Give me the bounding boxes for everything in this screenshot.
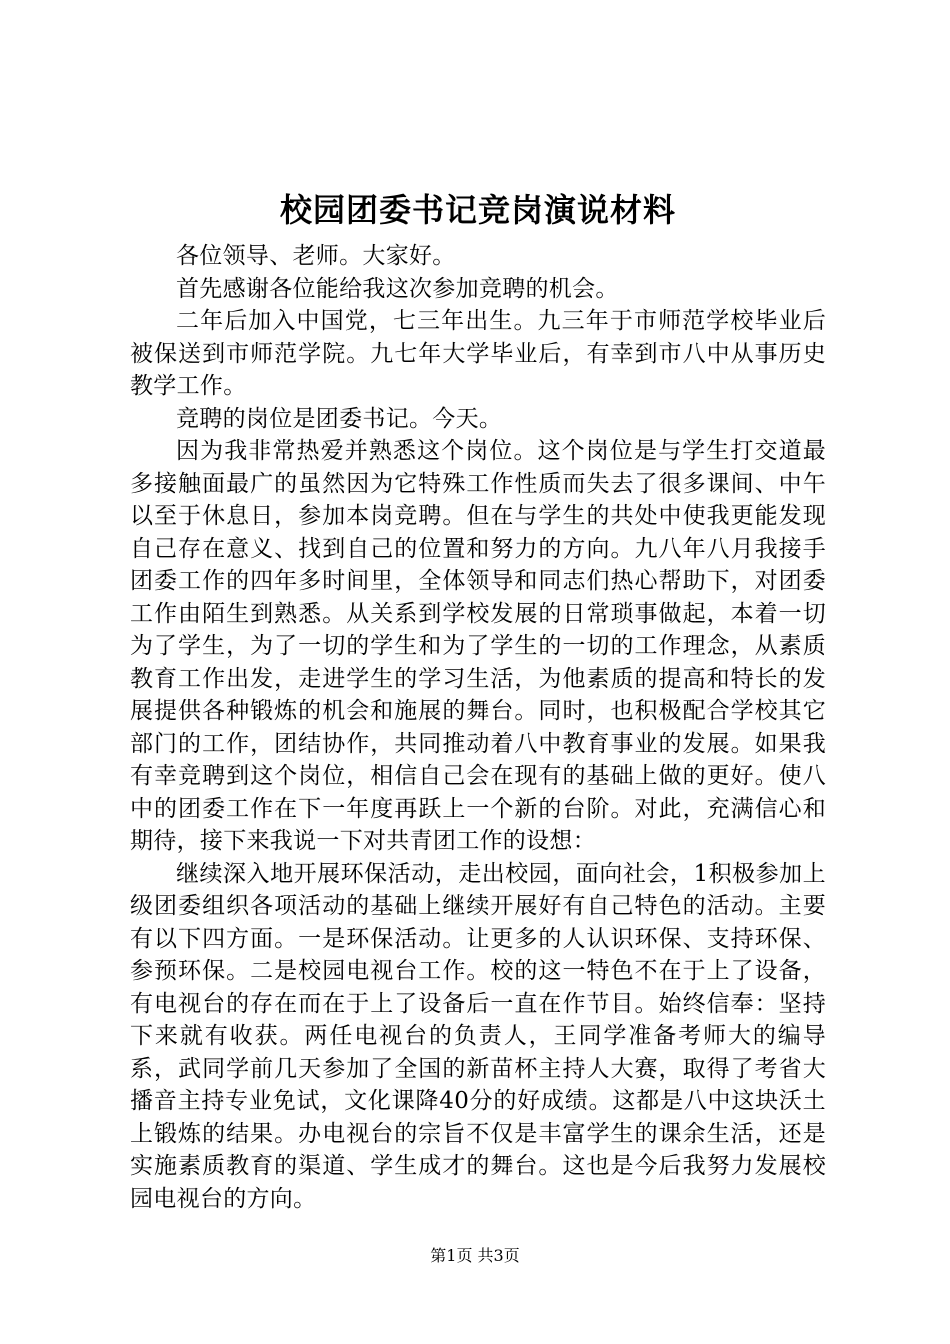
paragraph-background: 二年后加入中国党，七三年出生。九三年于市师范学校毕业后被保送到市师范学院。九七年大学毕业后，有幸到市八中从事历史教学工作。 xyxy=(130,308,826,399)
paragraph-greeting: 各位领导、老师。大家好。 xyxy=(176,243,456,269)
paragraph-thanks: 首先感谢各位能给我这次参加竞聘的机会。 xyxy=(176,275,619,302)
document-title: 校园团委书记竞岗演说材料 xyxy=(279,191,676,229)
paragraph-plans: 继续深入地开展环保活动，走出校园，面向社会，1积极参加上级团委组织各项活动的基础上继续开展好有自己特色的活动。主要有以下四方面。一是环保活动。让更多的人认识环保、支持环保、参预环保。二是校园电视台工作。校的这一特色不在于上了设备，有电视台的存在而在于上了设备后一直在作节目。始终信奉：坚持下来就有收获。两任电视台的负责人，王同学准备考师大的编导系，武同学前几天参加了全国的新苗杯主持人大赛，取得了考省大播音主持专业免试，文化课降40分的好成绩。这都是八中这块沃土上锻炼的结果。办电视台的宗旨不仅是丰富学生的课余生活，还是实施素质教育的渠道、学生成才的舞台。这也是今后我努力发展校园电视台的方向。 xyxy=(130,860,826,1212)
paragraph-reason: 因为我非常热爱并熟悉这个岗位。这个岗位是与学生打交道最多接触面最广的虽然因为它特殊工作性质而失去了很多课间、中午以至于休息日，参加本岗竞聘。但在与学生的共处中使我更能发现自己存在意义、找到自己的位置和努力的方向。九八年八月我接手团委工作的四年多时间里，全体领导和同志们热心帮助下，对团委工作由陌生到熟悉。从关系到学校发展的日常琐事做起，本着一切为了学生，为了一切的学生和为了学生的一切的工作理念，从素质教育工作出发，走进学生的学习生活，为他素质的提高和特长的发展提供各种锻炼的机会和施展的舞台。同时，也积极配合学校其它部门的工作，团结协作，共同推动着八中教育事业的发展。如果我有幸竞聘到这个岗位，相信自己会在现有的基础上做的更好。使八中的团委工作在下一年度再跃上一个新的台阶。对此，充满信心和期待，接下来我说一下对共青团工作的设想： xyxy=(130,438,826,854)
paragraph-position: 竞聘的岗位是团委书记。今天。 xyxy=(176,405,503,432)
page-footer: 第1页 共3页 xyxy=(430,1246,520,1265)
document-body xyxy=(130,188,826,1215)
